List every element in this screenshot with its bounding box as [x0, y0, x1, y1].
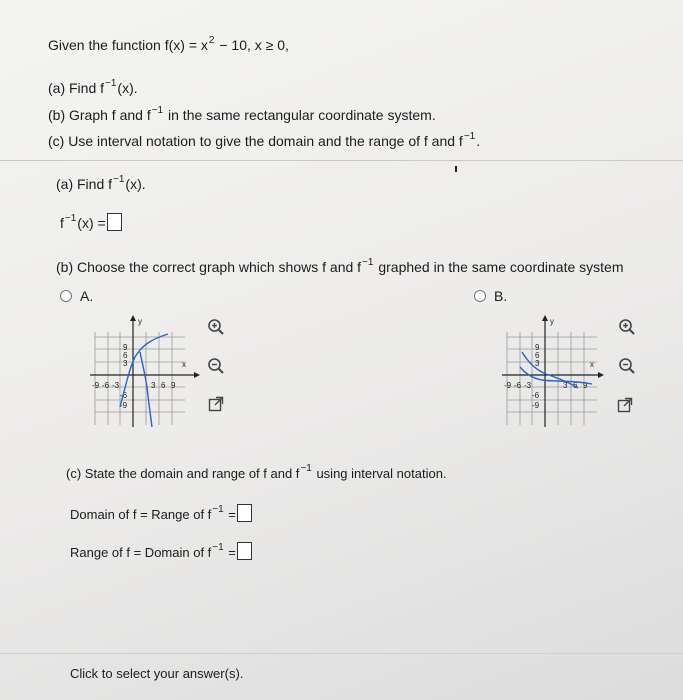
- graph-a-y-arrow: [130, 315, 136, 321]
- graph-a-ytick: -6: [120, 391, 128, 400]
- footer-instruction: Click to select your answer(s).: [70, 666, 244, 681]
- domain-answer-box[interactable]: [237, 504, 252, 522]
- graph-b-xtick: 9: [583, 381, 588, 390]
- graph-a-ytick: 6: [123, 351, 128, 360]
- graph-a-ytick: 9: [123, 343, 128, 352]
- graph-b-xtick: 3: [563, 381, 568, 390]
- problem-given: Given the function $f(x) = x^2 - 10$, x ≥ 0,: [48, 35, 289, 53]
- footer-divider: [0, 653, 683, 654]
- graph-a-ytick: 3: [123, 359, 128, 368]
- graph-a-x-arrow: [194, 372, 200, 378]
- range-answer-box[interactable]: [237, 542, 252, 560]
- answer-c-prompt: (c) State the domain and range of f and $f^{-1}$ using interval notation.: [66, 463, 447, 481]
- domain-label: Domain of f = Range of $f^{-1}$ =: [70, 504, 236, 522]
- problem-part-b: (b) Graph f and $f^{-1}$ in the same rectangular coordinate system.: [48, 105, 436, 123]
- graph-a[interactable]: [90, 312, 200, 427]
- answer-a-input-row: [60, 213, 122, 231]
- graph-a-ytick: -9: [120, 401, 128, 410]
- graph-a-xtick: -9: [92, 381, 100, 390]
- option-b-label: B.: [494, 288, 508, 304]
- zoom-out-icon[interactable]: [206, 356, 226, 376]
- graph-a-xtick: 6: [161, 381, 166, 390]
- graph-b-y-arrow: [542, 315, 548, 321]
- answer-a-heading: (a) Find $f^{-1}(x)$.: [56, 174, 146, 192]
- popout-icon[interactable]: [615, 395, 635, 415]
- graph-b-x-label: x: [590, 360, 594, 369]
- graph-b-ytick: 3: [535, 359, 540, 368]
- option-a-label: A.: [80, 288, 94, 304]
- section-divider: [0, 160, 683, 161]
- graph-b-xtick: 6: [573, 381, 578, 390]
- graph-b-xtick: -3: [524, 381, 532, 390]
- option-a-radio[interactable]: [60, 290, 72, 302]
- zoom-in-icon[interactable]: [617, 317, 637, 337]
- graph-a-xtick: -3: [112, 381, 120, 390]
- inverse-label: $f^{-1}(x)$ =: [60, 213, 106, 231]
- graph-a-x-label: x: [182, 360, 186, 369]
- graph-a-xtick: -6: [102, 381, 110, 390]
- graph-a-xtick: 9: [171, 381, 176, 390]
- range-label: Range of f = Domain of $f^{-1}$ =: [70, 542, 236, 560]
- graph-b-ytick: -9: [532, 401, 540, 410]
- graph-b-y-label: y: [550, 317, 554, 326]
- graph-b-grid: [507, 332, 597, 425]
- answer-b-prompt: (b) Choose the correct graph which shows f and $f^{-1}$ graphed in the same coordinate system: [56, 257, 624, 275]
- problem-part-c: (c) Use interval notation to give the domain and the range of f and $f^{-1}$.: [48, 131, 481, 149]
- problem-part-a: (a) Find $f^{-1}(x)$.: [48, 78, 138, 96]
- graph-b-xtick: -9: [504, 381, 512, 390]
- mouse-cursor-mark: [455, 166, 457, 172]
- domain-row: [70, 504, 252, 522]
- option-b[interactable]: [474, 288, 507, 304]
- graph-a-y-label: y: [138, 317, 142, 326]
- graph-b-xtick: -6: [514, 381, 522, 390]
- option-a[interactable]: [60, 288, 93, 304]
- graph-b-ytick: 9: [535, 343, 540, 352]
- option-b-radio[interactable]: [474, 290, 486, 302]
- popout-icon[interactable]: [206, 394, 226, 414]
- range-row: [70, 542, 252, 560]
- graph-a-grid: [95, 332, 185, 425]
- zoom-out-icon[interactable]: [617, 356, 637, 376]
- graph-b-ytick: -6: [532, 391, 540, 400]
- graph-b-x-arrow: [598, 372, 604, 378]
- graph-b-ytick: 6: [535, 351, 540, 360]
- zoom-in-icon[interactable]: [206, 317, 226, 337]
- graph-a-xtick: 3: [151, 381, 156, 390]
- inverse-answer-box[interactable]: [107, 213, 122, 231]
- graph-b[interactable]: [502, 312, 612, 427]
